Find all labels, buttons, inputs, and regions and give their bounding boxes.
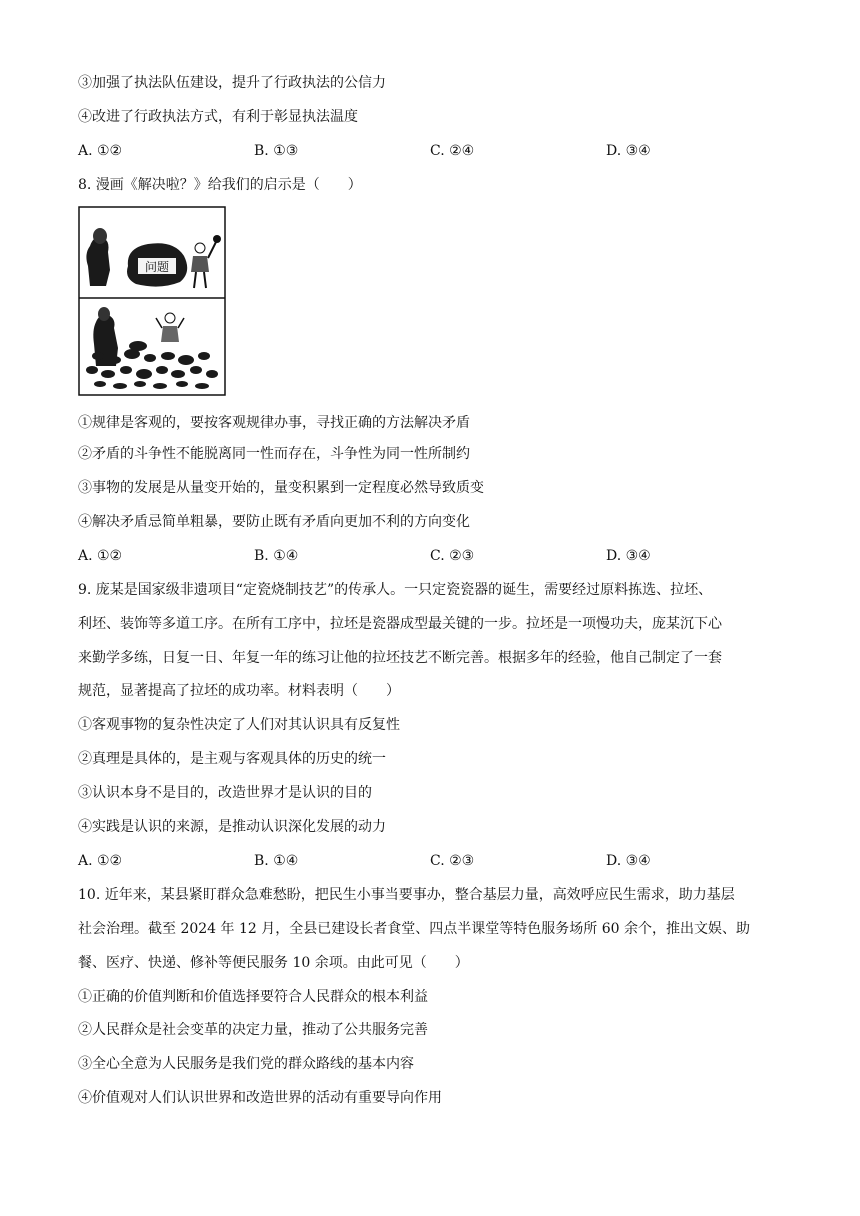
q7-option-d[interactable]: D. ③④ <box>606 143 651 159</box>
q8-option-b[interactable]: B. ①④ <box>254 548 299 564</box>
q7-statement-3: ③加强了执法队伍建设，提升了行政执法的公信力 <box>78 75 386 91</box>
q8-option-d[interactable]: D. ③④ <box>606 548 651 564</box>
comic-rock-label: 问题 <box>144 260 170 274</box>
q10-statement-3: ③全心全意为人民服务是我们党的群众路线的基本内容 <box>78 1056 414 1072</box>
q8-statement-1: ①规律是客观的，要按客观规律办事，寻找正确的方法解决矛盾 <box>78 415 470 431</box>
q9-stem-line-2: 利坯、装饰等多道工序。在所有工序中，拉坯是瓷器成型最关键的一步。拉坯是一项慢功夫，庞某沉下心 <box>78 616 722 632</box>
q7-option-b[interactable]: B. ①③ <box>254 143 299 159</box>
q10-stem-line-3: 餐、医疗、快递、修补等便民服务 10 余项。由此可见（ ） <box>78 955 469 971</box>
q9-stem-line-1: 9. 庞某是国家级非遗项目“定瓷烧制技艺”的传承人。一只定瓷瓷器的诞生，需要经过原料拣选、拉坯、 <box>78 582 713 598</box>
q10-stem-line-2: 社会治理。截至 2024 年 12 月，全县已建设长者食堂、四点半课堂等特色服务场所 60 余个，推出文娱、助 <box>78 921 750 937</box>
comic-image <box>78 206 226 396</box>
q7-option-c[interactable]: C. ②④ <box>430 143 475 159</box>
q9-statement-3: ③认识本身不是目的，改造世界才是认识的目的 <box>78 785 372 801</box>
q7-options <box>78 141 778 161</box>
q8-option-c[interactable]: C. ②③ <box>430 548 475 564</box>
q8-stem: 8. 漫画《解决啦？》给我们的启示是（ ） <box>78 177 362 193</box>
q7-option-a[interactable]: A. ①② <box>78 143 123 159</box>
q10-statement-4: ④价值观对人们认识世界和改造世界的活动有重要导向作用 <box>78 1090 442 1106</box>
q10-statement-2: ②人民群众是社会变革的决定力量，推动了公共服务完善 <box>78 1022 428 1038</box>
q10-stem-line-1: 10. 近年来，某县紧盯群众急难愁盼，把民生小事当要事办，整合基层力量，高效呼应民生需求，助力基层 <box>78 887 735 903</box>
q9-option-a[interactable]: A. ①② <box>78 853 123 869</box>
q8-options <box>78 546 778 566</box>
q7-statement-4: ④改进了行政执法方式，有利于彰显执法温度 <box>78 109 358 125</box>
q9-statement-1: ①客观事物的复杂性决定了人们对其认识具有反复性 <box>78 717 400 733</box>
q9-option-d[interactable]: D. ③④ <box>606 853 651 869</box>
q9-options <box>78 851 778 871</box>
q9-statement-2: ②真理是具体的，是主观与客观具体的历史的统一 <box>78 751 386 767</box>
q8-statement-4: ④解决矛盾忌简单粗暴，要防止既有矛盾向更加不利的方向变化 <box>78 514 470 530</box>
q9-statement-4: ④实践是认识的来源，是推动认识深化发展的动力 <box>78 819 386 835</box>
q9-stem-line-4: 规范，显著提高了拉坯的成功率。材料表明（ ） <box>78 683 400 699</box>
q9-option-c[interactable]: C. ②③ <box>430 853 475 869</box>
q8-statement-2: ②矛盾的斗争性不能脱离同一性而存在，斗争性为同一性所制约 <box>78 446 470 462</box>
q8-option-a[interactable]: A. ①② <box>78 548 123 564</box>
q9-stem-line-3: 来勤学多练，日复一日、年复一年的练习让他的拉坯技艺不断完善。根据多年的经验，他自己制定了一套 <box>78 650 722 666</box>
q8-statement-3: ③事物的发展是从量变开始的，量变积累到一定程度必然导致质变 <box>78 480 484 496</box>
q10-statement-1: ①正确的价值判断和价值选择要符合人民群众的根本利益 <box>78 989 428 1005</box>
q9-option-b[interactable]: B. ①④ <box>254 853 299 869</box>
